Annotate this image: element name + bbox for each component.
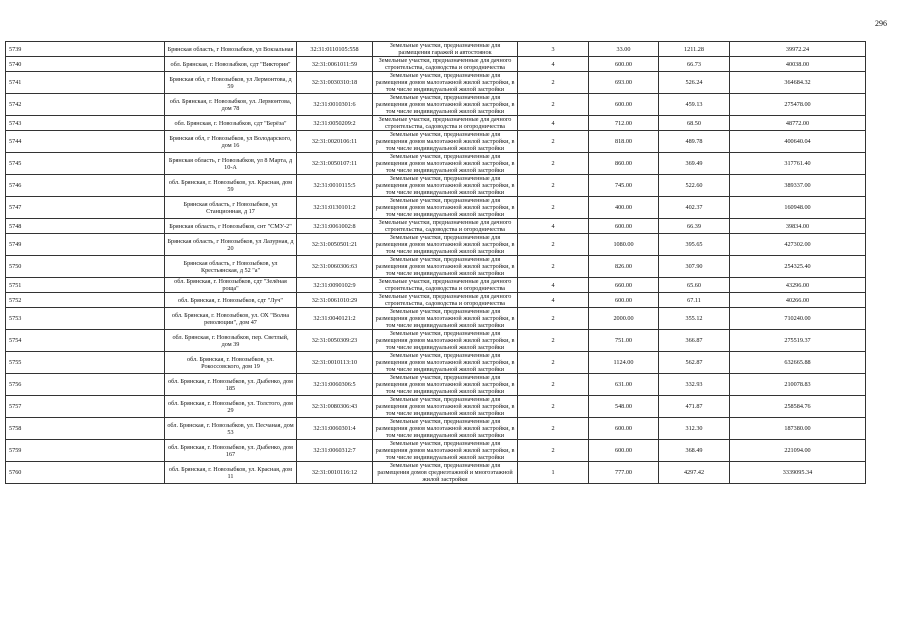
page-number: 296 bbox=[875, 19, 887, 28]
row-number: 5751 bbox=[6, 278, 165, 293]
area-cell: 860.00 bbox=[589, 153, 659, 175]
cadastral-number-cell: 32:31:0090102:9 bbox=[297, 278, 373, 293]
cadastral-value-cell: 427302.00 bbox=[730, 234, 866, 256]
land-purpose-cell: Земельные участки, предназначенные для дачного строительства, садоводства и огородничества bbox=[373, 57, 518, 72]
cadastral-value-table bbox=[5, 41, 866, 484]
address-cell: обл. Брянская, г. Новозыбков, ул. Красная, дом 11 bbox=[165, 462, 297, 484]
cadastral-number-cell: 32:31:0060306:63 bbox=[297, 256, 373, 278]
address-cell: Брянская обл, г Новозыбков, ул Володарского, дом 16 bbox=[165, 131, 297, 153]
cadastral-value-cell: 39834.00 bbox=[730, 219, 866, 234]
specific-value-cell: 395.65 bbox=[659, 234, 730, 256]
group-cell: 2 bbox=[518, 256, 589, 278]
area-cell: 818.00 bbox=[589, 131, 659, 153]
cadastral-value-cell: 40266.00 bbox=[730, 293, 866, 308]
area-cell: 826.00 bbox=[589, 256, 659, 278]
table-row bbox=[6, 175, 866, 197]
cadastral-value-cell: 3339095.34 bbox=[730, 462, 866, 484]
specific-value-cell: 562.87 bbox=[659, 352, 730, 374]
row-number: 5742 bbox=[6, 94, 165, 116]
area-cell: 33.00 bbox=[589, 42, 659, 57]
cadastral-value-cell: 48772.00 bbox=[730, 116, 866, 131]
row-number: 5741 bbox=[6, 72, 165, 94]
group-cell: 2 bbox=[518, 234, 589, 256]
address-cell: обл. Брянская, г. Новозыбков, сдт "Виктория" bbox=[165, 57, 297, 72]
table-row bbox=[6, 330, 866, 352]
group-cell: 2 bbox=[518, 153, 589, 175]
table-row bbox=[6, 293, 866, 308]
area-cell: 600.00 bbox=[589, 57, 659, 72]
group-cell: 4 bbox=[518, 293, 589, 308]
table-row bbox=[6, 278, 866, 293]
group-cell: 3 bbox=[518, 42, 589, 57]
area-cell: 2000.00 bbox=[589, 308, 659, 330]
table-row bbox=[6, 440, 866, 462]
cadastral-value-cell: 364684.32 bbox=[730, 72, 866, 94]
row-number: 5756 bbox=[6, 374, 165, 396]
cadastral-value-cell: 275478.00 bbox=[730, 94, 866, 116]
cadastral-value-cell: 389337.00 bbox=[730, 175, 866, 197]
group-cell: 2 bbox=[518, 131, 589, 153]
specific-value-cell: 369.49 bbox=[659, 153, 730, 175]
land-purpose-cell: Земельные участки, предназначенные для размещения домов малоэтажной жилой застройки, в том числе индивидуальной жилой застройки bbox=[373, 256, 518, 278]
land-purpose-cell: Земельные участки, предназначенные для размещения домов малоэтажной жилой застройки, в том числе индивидуальной жилой застройки bbox=[373, 330, 518, 352]
group-cell: 4 bbox=[518, 57, 589, 72]
address-cell: обл. Брянская, г. Новозыбков, ул. ОХ "Волна революции", дом 47 bbox=[165, 308, 297, 330]
land-purpose-cell: Земельные участки, предназначенные для размещения домов малоэтажной жилой застройки, в том числе индивидуальной жилой застройки bbox=[373, 131, 518, 153]
cadastral-number-cell: 32:31:0010113:10 bbox=[297, 352, 373, 374]
row-number: 5758 bbox=[6, 418, 165, 440]
group-cell: 2 bbox=[518, 72, 589, 94]
row-number: 5746 bbox=[6, 175, 165, 197]
area-cell: 548.00 bbox=[589, 396, 659, 418]
row-number: 5753 bbox=[6, 308, 165, 330]
specific-value-cell: 355.12 bbox=[659, 308, 730, 330]
address-cell: обл. Брянская, г. Новозыбков, ул. Дыбенко, дом 167 bbox=[165, 440, 297, 462]
address-cell: Брянская область, г Новозыбков, ул Вокзальная bbox=[165, 42, 297, 57]
cadastral-value-cell: 710240.00 bbox=[730, 308, 866, 330]
address-cell: обл. Брянская, г. Новозыбков, ул. Красная, дом 59 bbox=[165, 175, 297, 197]
area-cell: 777.00 bbox=[589, 462, 659, 484]
address-cell: Брянская область, г Новозыбков, ул 8 Марта, д 10-А bbox=[165, 153, 297, 175]
row-number: 5749 bbox=[6, 234, 165, 256]
specific-value-cell: 66.39 bbox=[659, 219, 730, 234]
specific-value-cell: 489.78 bbox=[659, 131, 730, 153]
cadastral-value-cell: 40038.00 bbox=[730, 57, 866, 72]
specific-value-cell: 402.37 bbox=[659, 197, 730, 219]
land-purpose-cell: Земельные участки, предназначенные для размещения домов малоэтажной жилой застройки, в том числе индивидуальной жилой застройки bbox=[373, 175, 518, 197]
address-cell: обл. Брянская, г. Новозыбков, сдт "Зелёная роща" bbox=[165, 278, 297, 293]
row-number: 5754 bbox=[6, 330, 165, 352]
specific-value-cell: 67.11 bbox=[659, 293, 730, 308]
cadastral-number-cell: 32:31:0050309:23 bbox=[297, 330, 373, 352]
land-purpose-cell: Земельные участки, предназначенные для размещения домов малоэтажной жилой застройки, в том числе индивидуальной жилой застройки bbox=[373, 153, 518, 175]
specific-value-cell: 522.60 bbox=[659, 175, 730, 197]
cadastral-number-cell: 32:31:0110105:558 bbox=[297, 42, 373, 57]
cadastral-number-cell: 32:31:0061011:59 bbox=[297, 57, 373, 72]
specific-value-cell: 1211.28 bbox=[659, 42, 730, 57]
specific-value-cell: 312.30 bbox=[659, 418, 730, 440]
row-number: 5750 bbox=[6, 256, 165, 278]
land-purpose-cell: Земельные участки, предназначенные для размещения домов малоэтажной жилой застройки, в том числе индивидуальной жилой застройки bbox=[373, 396, 518, 418]
area-cell: 660.00 bbox=[589, 278, 659, 293]
group-cell: 1 bbox=[518, 462, 589, 484]
table-row bbox=[6, 219, 866, 234]
area-cell: 1124.00 bbox=[589, 352, 659, 374]
specific-value-cell: 65.60 bbox=[659, 278, 730, 293]
cadastral-number-cell: 32:31:0020106:11 bbox=[297, 131, 373, 153]
address-cell: обл. Брянская, г. Новозыбков, сдт "Берёза" bbox=[165, 116, 297, 131]
table-row bbox=[6, 308, 866, 330]
table-row bbox=[6, 396, 866, 418]
cadastral-value-cell: 43296.00 bbox=[730, 278, 866, 293]
cadastral-value-cell: 187380.00 bbox=[730, 418, 866, 440]
address-cell: обл. Брянская, г. Новозыбков, пер. Светлый, дом 39 bbox=[165, 330, 297, 352]
land-purpose-cell: Земельные участки, предназначенные для размещения домов малоэтажной жилой застройки, в том числе индивидуальной жилой застройки bbox=[373, 308, 518, 330]
table-row bbox=[6, 57, 866, 72]
table-row bbox=[6, 352, 866, 374]
cadastral-value-cell: 258584.76 bbox=[730, 396, 866, 418]
specific-value-cell: 68.50 bbox=[659, 116, 730, 131]
cadastral-number-cell: 32:31:0060306:5 bbox=[297, 374, 373, 396]
specific-value-cell: 526.24 bbox=[659, 72, 730, 94]
cadastral-number-cell: 32:31:0030310:18 bbox=[297, 72, 373, 94]
cadastral-number-cell: 32:31:0050107:11 bbox=[297, 153, 373, 175]
specific-value-cell: 307.90 bbox=[659, 256, 730, 278]
area-cell: 1080.00 bbox=[589, 234, 659, 256]
table-row bbox=[6, 418, 866, 440]
cadastral-value-cell: 160948.00 bbox=[730, 197, 866, 219]
table-row bbox=[6, 131, 866, 153]
cadastral-value-cell: 254325.40 bbox=[730, 256, 866, 278]
land-purpose-cell: Земельные участки, предназначенные для размещения домов малоэтажной жилой застройки, в том числе индивидуальной жилой застройки bbox=[373, 234, 518, 256]
table-row bbox=[6, 72, 866, 94]
table-row bbox=[6, 42, 866, 57]
cadastral-number-cell: 32:31:0061002:8 bbox=[297, 219, 373, 234]
specific-value-cell: 66.73 bbox=[659, 57, 730, 72]
table-row bbox=[6, 256, 866, 278]
land-purpose-cell: Земельные участки, предназначенные для дачного строительства, садоводства и огородничества bbox=[373, 219, 518, 234]
row-number: 5739 bbox=[6, 42, 165, 57]
address-cell: Брянская область, г Новозыбков, ул Лазурная, д 20 bbox=[165, 234, 297, 256]
row-number: 5757 bbox=[6, 396, 165, 418]
cadastral-number-cell: 32:31:0130101:2 bbox=[297, 197, 373, 219]
address-cell: Брянская область, г Новозыбков, ул Станционная, д 17 bbox=[165, 197, 297, 219]
group-cell: 2 bbox=[518, 330, 589, 352]
specific-value-cell: 459.13 bbox=[659, 94, 730, 116]
group-cell: 2 bbox=[518, 197, 589, 219]
address-cell: Брянская область, г Новозыбков, снт "СМУ-2" bbox=[165, 219, 297, 234]
table-row bbox=[6, 234, 866, 256]
specific-value-cell: 332.93 bbox=[659, 374, 730, 396]
group-cell: 2 bbox=[518, 440, 589, 462]
address-cell: обл. Брянская, г. Новозыбков, ул. Лермонтова, дом 78 bbox=[165, 94, 297, 116]
land-purpose-cell: Земельные участки, предназначенные для размещения домов малоэтажной жилой застройки, в том числе индивидуальной жилой застройки bbox=[373, 352, 518, 374]
cadastral-number-cell: 32:31:0010115:5 bbox=[297, 175, 373, 197]
group-cell: 2 bbox=[518, 94, 589, 116]
cadastral-value-cell: 400640.04 bbox=[730, 131, 866, 153]
row-number: 5745 bbox=[6, 153, 165, 175]
address-cell: обл. Брянская, г. Новозыбков, ул. Толстого, дом 29 bbox=[165, 396, 297, 418]
cadastral-number-cell: 32:31:0050209:2 bbox=[297, 116, 373, 131]
area-cell: 712.00 bbox=[589, 116, 659, 131]
row-number: 5755 bbox=[6, 352, 165, 374]
land-purpose-cell: Земельные участки, предназначенные для размещения домов малоэтажной жилой застройки, в том числе индивидуальной жилой застройки bbox=[373, 72, 518, 94]
land-purpose-cell: Земельные участки, предназначенные для размещения домов малоэтажной жилой застройки, в том числе индивидуальной жилой застройки bbox=[373, 374, 518, 396]
row-number: 5752 bbox=[6, 293, 165, 308]
specific-value-cell: 368.49 bbox=[659, 440, 730, 462]
cadastral-value-cell: 210078.83 bbox=[730, 374, 866, 396]
table-row bbox=[6, 462, 866, 484]
land-purpose-cell: Земельные участки, предназначенные для размещения домов малоэтажной жилой застройки, в том числе индивидуальной жилой застройки bbox=[373, 440, 518, 462]
group-cell: 4 bbox=[518, 278, 589, 293]
cadastral-number-cell: 32:31:0040121:2 bbox=[297, 308, 373, 330]
land-purpose-cell: Земельные участки, предназначенные для дачного строительства, садоводства и огородничества bbox=[373, 116, 518, 131]
cadastral-number-cell: 32:31:0060312:7 bbox=[297, 440, 373, 462]
land-purpose-cell: Земельные участки, предназначенные для размещения домов среднеэтажной и многоэтажной жилой застройки bbox=[373, 462, 518, 484]
cadastral-number-cell: 32:31:0080306:43 bbox=[297, 396, 373, 418]
cadastral-value-cell: 39972.24 bbox=[730, 42, 866, 57]
area-cell: 600.00 bbox=[589, 219, 659, 234]
row-number: 5747 bbox=[6, 197, 165, 219]
group-cell: 2 bbox=[518, 308, 589, 330]
area-cell: 400.00 bbox=[589, 197, 659, 219]
cadastral-number-cell: 32:31:0060301:4 bbox=[297, 418, 373, 440]
area-cell: 693.00 bbox=[589, 72, 659, 94]
group-cell: 2 bbox=[518, 374, 589, 396]
group-cell: 4 bbox=[518, 116, 589, 131]
table-row bbox=[6, 116, 866, 131]
cadastral-number-cell: 32:31:0061010:29 bbox=[297, 293, 373, 308]
address-cell: обл. Брянская, г. Новозыбков, ул. Дыбенко, дом 185 bbox=[165, 374, 297, 396]
row-number: 5760 bbox=[6, 462, 165, 484]
row-number: 5759 bbox=[6, 440, 165, 462]
area-cell: 631.00 bbox=[589, 374, 659, 396]
group-cell: 4 bbox=[518, 219, 589, 234]
cadastral-value-cell: 221094.00 bbox=[730, 440, 866, 462]
area-cell: 600.00 bbox=[589, 440, 659, 462]
row-number: 5740 bbox=[6, 57, 165, 72]
address-cell: Брянская обл, г Новозыбков, ул Лермонтова, д 59 bbox=[165, 72, 297, 94]
address-cell: обл. Брянская, г. Новозыбков, сдт "Луч" bbox=[165, 293, 297, 308]
land-purpose-cell: Земельные участки, предназначенные для размещения гаражей и автостоянок bbox=[373, 42, 518, 57]
address-cell: обл. Брянская, г. Новозыбков, ул. Рокоссовского, дом 19 bbox=[165, 352, 297, 374]
group-cell: 2 bbox=[518, 352, 589, 374]
address-cell: обл. Брянская, г. Новозыбков, ул. Песчаная, дом 53 bbox=[165, 418, 297, 440]
table-row bbox=[6, 374, 866, 396]
group-cell: 2 bbox=[518, 175, 589, 197]
cadastral-value-cell: 317761.40 bbox=[730, 153, 866, 175]
cadastral-number-cell: 32:31:0010116:12 bbox=[297, 462, 373, 484]
cadastral-value-cell: 275519.37 bbox=[730, 330, 866, 352]
specific-value-cell: 366.87 bbox=[659, 330, 730, 352]
cadastral-number-cell: 32:31:0050501:21 bbox=[297, 234, 373, 256]
specific-value-cell: 471.87 bbox=[659, 396, 730, 418]
address-cell: Брянская область, г Новозыбков, ул Крестьянская, д 52 "а" bbox=[165, 256, 297, 278]
table-row bbox=[6, 94, 866, 116]
table-row bbox=[6, 153, 866, 175]
area-cell: 600.00 bbox=[589, 418, 659, 440]
land-purpose-cell: Земельные участки, предназначенные для дачного строительства, садоводства и огородничества bbox=[373, 293, 518, 308]
cadastral-value-cell: 632665.88 bbox=[730, 352, 866, 374]
land-purpose-cell: Земельные участки, предназначенные для размещения домов малоэтажной жилой застройки, в том числе индивидуальной жилой застройки bbox=[373, 197, 518, 219]
land-purpose-cell: Земельные участки, предназначенные для дачного строительства, садоводства и огородничества bbox=[373, 278, 518, 293]
row-number: 5743 bbox=[6, 116, 165, 131]
land-purpose-cell: Земельные участки, предназначенные для размещения домов малоэтажной жилой застройки, в том числе индивидуальной жилой застройки bbox=[373, 418, 518, 440]
group-cell: 2 bbox=[518, 418, 589, 440]
land-purpose-cell: Земельные участки, предназначенные для размещения домов малоэтажной жилой застройки, в том числе индивидуальной жилой застройки bbox=[373, 94, 518, 116]
table-row bbox=[6, 197, 866, 219]
area-cell: 751.00 bbox=[589, 330, 659, 352]
area-cell: 745.00 bbox=[589, 175, 659, 197]
area-cell: 600.00 bbox=[589, 94, 659, 116]
group-cell: 2 bbox=[518, 396, 589, 418]
area-cell: 600.00 bbox=[589, 293, 659, 308]
row-number: 5748 bbox=[6, 219, 165, 234]
specific-value-cell: 4297.42 bbox=[659, 462, 730, 484]
row-number: 5744 bbox=[6, 131, 165, 153]
cadastral-number-cell: 32:31:0010301:6 bbox=[297, 94, 373, 116]
